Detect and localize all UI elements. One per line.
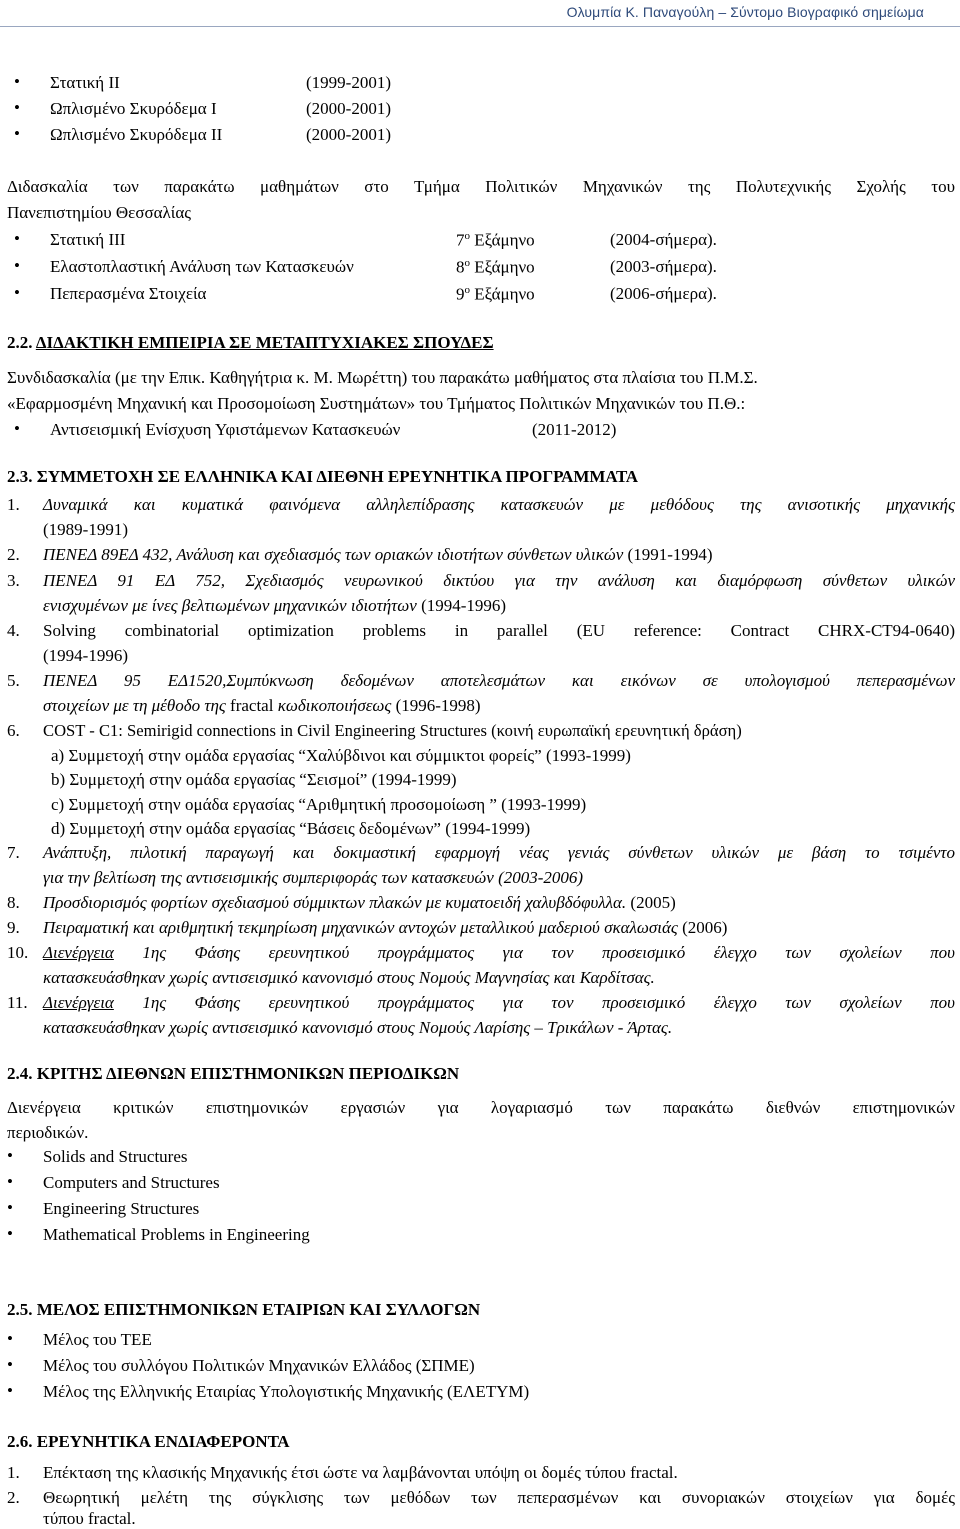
course-years: (1999-2001): [306, 73, 391, 92]
list-item: • Mathematical Problems in Engineering: [43, 1225, 310, 1245]
project-10-cont: κατασκευάσθηκαν χωρίς αντισεισμικό κανονισμό στους Νομούς Μαγνησίας και Καρδίτσας.: [43, 968, 655, 987]
list-item: • Computers and Structures: [43, 1173, 220, 1193]
project-4: Solving combinatorial optimization problems in parallel (EU reference: Contract CHRX-CT94-0640): [43, 621, 955, 640]
course-semester: $9^o$ Εξάμηνο: [456, 284, 535, 304]
project-8: Προσδιορισμός φορτίων σχεδιασμού σύμμικτων πλακών με κυματοειδή χαλυβδόφυλλα. (2005): [43, 893, 676, 912]
section-2-4-heading: 2.4. ΚΡΙΤΗΣ ΔΙΕΘΝΩΝ ΕΠΙΣΤΗΜΟΝΙΚΩΝ ΠΕΡΙΟΔΙΚΩΝ: [7, 1064, 460, 1083]
section-2-2-line1: Συνδιδασκαλία (με την Επικ. Καθηγήτρια κ. Μ. Μωρέττη) του παρακάτω μαθήματος στα πλαίσια του Π.Μ.Σ.: [7, 368, 758, 387]
project-6: COST - C1: Semirigid connections in Civil Engineering Structures (κοινή ευρωπαϊκή ερευνητική δράση): [43, 721, 742, 740]
list-item: 1.: [7, 1463, 20, 1482]
section-2-2-line2: «Εφαρμοσμένη Μηχανική και Προσομοίωση Συστημάτων» του Τμήματος Πολιτικών Μηχανικών του Π.Θ.:: [7, 394, 746, 413]
list-item: 2.: [7, 1488, 20, 1507]
project-6-sub-c: c) Συμμετοχή στην ομάδα εργασίας “Αριθμητική προσομοίωση ” (1993-1999): [51, 795, 587, 814]
list-item: 11.: [7, 993, 28, 1012]
course-years: (2003-σήμερα).: [610, 257, 717, 276]
course-years: (2004-σήμερα).: [610, 230, 717, 249]
teaching-intro-cont: Πανεπιστημίου Θεσσαλίας: [7, 203, 192, 222]
section-2-4-intro: Διενέργεια κριτικών επιστημονικών εργασιών για λογαριασμό των παρακάτω διεθνών επιστημονικών: [7, 1098, 955, 1117]
project-4-years: (1994-1996): [43, 646, 128, 665]
course-name: Ωπλισμένο Σκυρόδεμα Ι: [50, 99, 217, 118]
project-3-cont: ενισχυμένων με ίνες βελτιωμένων μηχανικών ιδιοτήτων (1994-1996): [43, 596, 507, 615]
list-item: 2.: [7, 545, 20, 564]
section-2-4-intro-cont: περιοδικών.: [7, 1123, 89, 1142]
interest-2-cont: τύπου fractal.: [43, 1509, 136, 1528]
project-1-years: (1989-1991): [43, 520, 128, 539]
project-6-sub-b: b) Συμμετοχή στην ομάδα εργασίας “Σεισμοί” (1994-1999): [51, 770, 457, 789]
course-name: Στατική ΙΙΙ: [50, 230, 126, 249]
list-item: • Solids and Structures: [43, 1147, 188, 1167]
course-name: Πεπερασμένα Στοιχεία: [50, 284, 207, 303]
interest-1: Επέκταση της κλασικής Μηχανικής έτσι ώστε να λαμβάνονται υπόψη οι δομές τύπου fractal.: [43, 1463, 678, 1482]
list-item: [50, 257, 717, 277]
course-years: (2000-2001): [306, 125, 391, 144]
project-5: ΠΕΝΕΔ 95 ΕΔ1520,Συμπύκνωση δεδομένων αποτελεσμάτων και εικόνων σε υπολογισμού πεπερασμένων: [43, 671, 955, 690]
project-9: Πειραματική και αριθμητική τεκμηρίωση μηχανικών αντοχών μεταλλικού μαδεριού σκαλωσιάς (2006): [43, 918, 728, 937]
list-item: 6.: [7, 721, 20, 740]
course-semester: $7^o$ Εξάμηνο: [456, 230, 535, 250]
course-years: (2000-2001): [306, 99, 391, 118]
section-2-3-heading: 2.3. ΣΥΜΜΕΤΟΧΗ ΣΕ ΕΛΛΗΝΙΚΑ ΚΑΙ ΔΙΕΘΝΗ ΕΡΕΥΝΗΤΙΚΑ ΠΡΟΓΡΑΜΜΑΤΑ: [7, 467, 639, 486]
interest-2: Θεωρητική μελέτη της σύγκλισης των μεθόδων των πεπερασμένων και συνοριακών στοιχείων για δομές: [43, 1488, 955, 1507]
list-item: 9.: [7, 918, 20, 937]
list-item: • Μέλος του ΤΕΕ: [43, 1330, 152, 1350]
project-10: Διενέργεια 1ης Φάσης ερευνητικού προγράμματος για τον προσεισμικό έλεγχο των σχολείων που: [43, 943, 955, 962]
project-5-cont: στοιχείων με τη μέθοδο της fractal κωδικοποιήσεως (1996-1998): [43, 696, 481, 715]
list-item: 1.: [7, 495, 20, 514]
list-item: • Μέλος της Ελληνικής Εταιρίας Υπολογιστικής Μηχανικής (ΕΛΕΤΥΜ): [43, 1382, 529, 1402]
list-item: 7.: [7, 843, 20, 862]
project-6-sub-a: a) Συμμετοχή στην ομάδα εργασίας “Χαλύβδινοι και σύμμικτοι φορείς” (1993-1999): [51, 746, 631, 765]
section-2-6-heading: 2.6. ΕΡΕΥΝΗΤΙΚΑ ΕΝΔΙΑΦΕΡΟΝΤΑ: [7, 1432, 290, 1451]
list-item: • Engineering Structures: [43, 1199, 199, 1219]
course-name: Ελαστοπλαστική Ανάλυση των Κατασκευών: [50, 257, 354, 276]
list-item: 3.: [7, 571, 20, 590]
list-item: • Μέλος του συλλόγου Πολιτικών Μηχανικών Ελλάδος (ΣΠΜΕ): [43, 1356, 475, 1376]
project-7: Ανάπτυξη, πιλοτική παραγωγή και δοκιμαστική εφαρμογή νέας γενιάς σύνθετων υλικών με βάση το τσιμέντο: [43, 843, 955, 862]
course-name: Ωπλισμένο Σκυρόδεμα ΙΙ: [50, 125, 223, 144]
section-2-5-heading: 2.5. ΜΕΛΟΣ ΕΠΙΣΤΗΜΟΝΙΚΩΝ ΕΤΑΙΡΙΩΝ ΚΑΙ ΣΥΛΛΟΓΩΝ: [7, 1300, 481, 1319]
list-item: [50, 99, 391, 119]
project-11: Διενέργεια 1ης Φάσης ερευνητικού προγράμματος για τον προσεισμικό έλεγχο των σχολείων που: [43, 993, 955, 1012]
course-name: Στατική ΙΙ: [50, 73, 120, 92]
list-item: 8.: [7, 893, 20, 912]
course-semester: $8^o$ Εξάμηνο: [456, 257, 535, 277]
list-item: [50, 125, 391, 145]
list-item: [50, 230, 717, 250]
page-header: Ολυμπία Κ. Παναγούλη – Σύντομο Βιογραφικό σημείωμα: [566, 4, 924, 20]
project-1: Δυναμικά και κυματικά φαινόμενα αλληλεπίδρασης κατασκευών με μεθόδους της ανισοτικής μηχανικής: [43, 495, 955, 514]
teaching-intro: Διδασκαλία των παρακάτω μαθημάτων στο Τμήμα Πολιτικών Μηχανικών της Πολυτεχνικής Σχολής του: [7, 177, 955, 196]
list-item: [50, 284, 717, 304]
project-3: ΠΕΝΕΔ 91 ΕΔ 752, Σχεδιασμός νευρωνικού δικτύου για την ανάλυση και διαμόρφωση σύνθετων υλικών: [43, 571, 955, 590]
section-2-2-heading: 2.2. ΔΙΔΑΚΤΙΚΗ ΕΜΠΕΙΡΙΑ ΣΕ ΜΕΤΑΠΤΥΧΙΑΚΕΣ ΣΠΟΥΔΕΣ: [7, 333, 494, 352]
project-2: ΠΕΝΕΔ 89ΕΔ 432, Ανάλυση και σχεδιασμός των οριακών ιδιοτήτων σύνθετων υλικών (1991-1994): [43, 545, 713, 564]
list-item: 5.: [7, 671, 20, 690]
header-divider: [0, 26, 960, 27]
list-item: 10.: [7, 943, 29, 962]
project-11-cont: κατασκευάσθηκαν χωρίς αντισεισμικό κανονισμό στους Νομούς Λαρίσης – Τρικάλων - Άρτας.: [43, 1018, 673, 1037]
project-6-sub-d: d) Συμμετοχή στην ομάδα εργασίας “Βάσεις δεδομένων” (1994-1999): [51, 819, 531, 838]
course-years: (2011-2012): [532, 420, 617, 439]
project-7-cont: για την βελτίωση της αντισεισμικής συμπεριφοράς των κατασκευών (2003-2006): [43, 868, 584, 887]
list-item: 4.: [7, 621, 20, 640]
list-item: • Αντισεισμική Ενίσχυση Υφιστάμενων Κατασκευών (2011-2012): [50, 420, 400, 440]
course-years: (2006-σήμερα).: [610, 284, 717, 303]
list-item: [50, 73, 391, 93]
